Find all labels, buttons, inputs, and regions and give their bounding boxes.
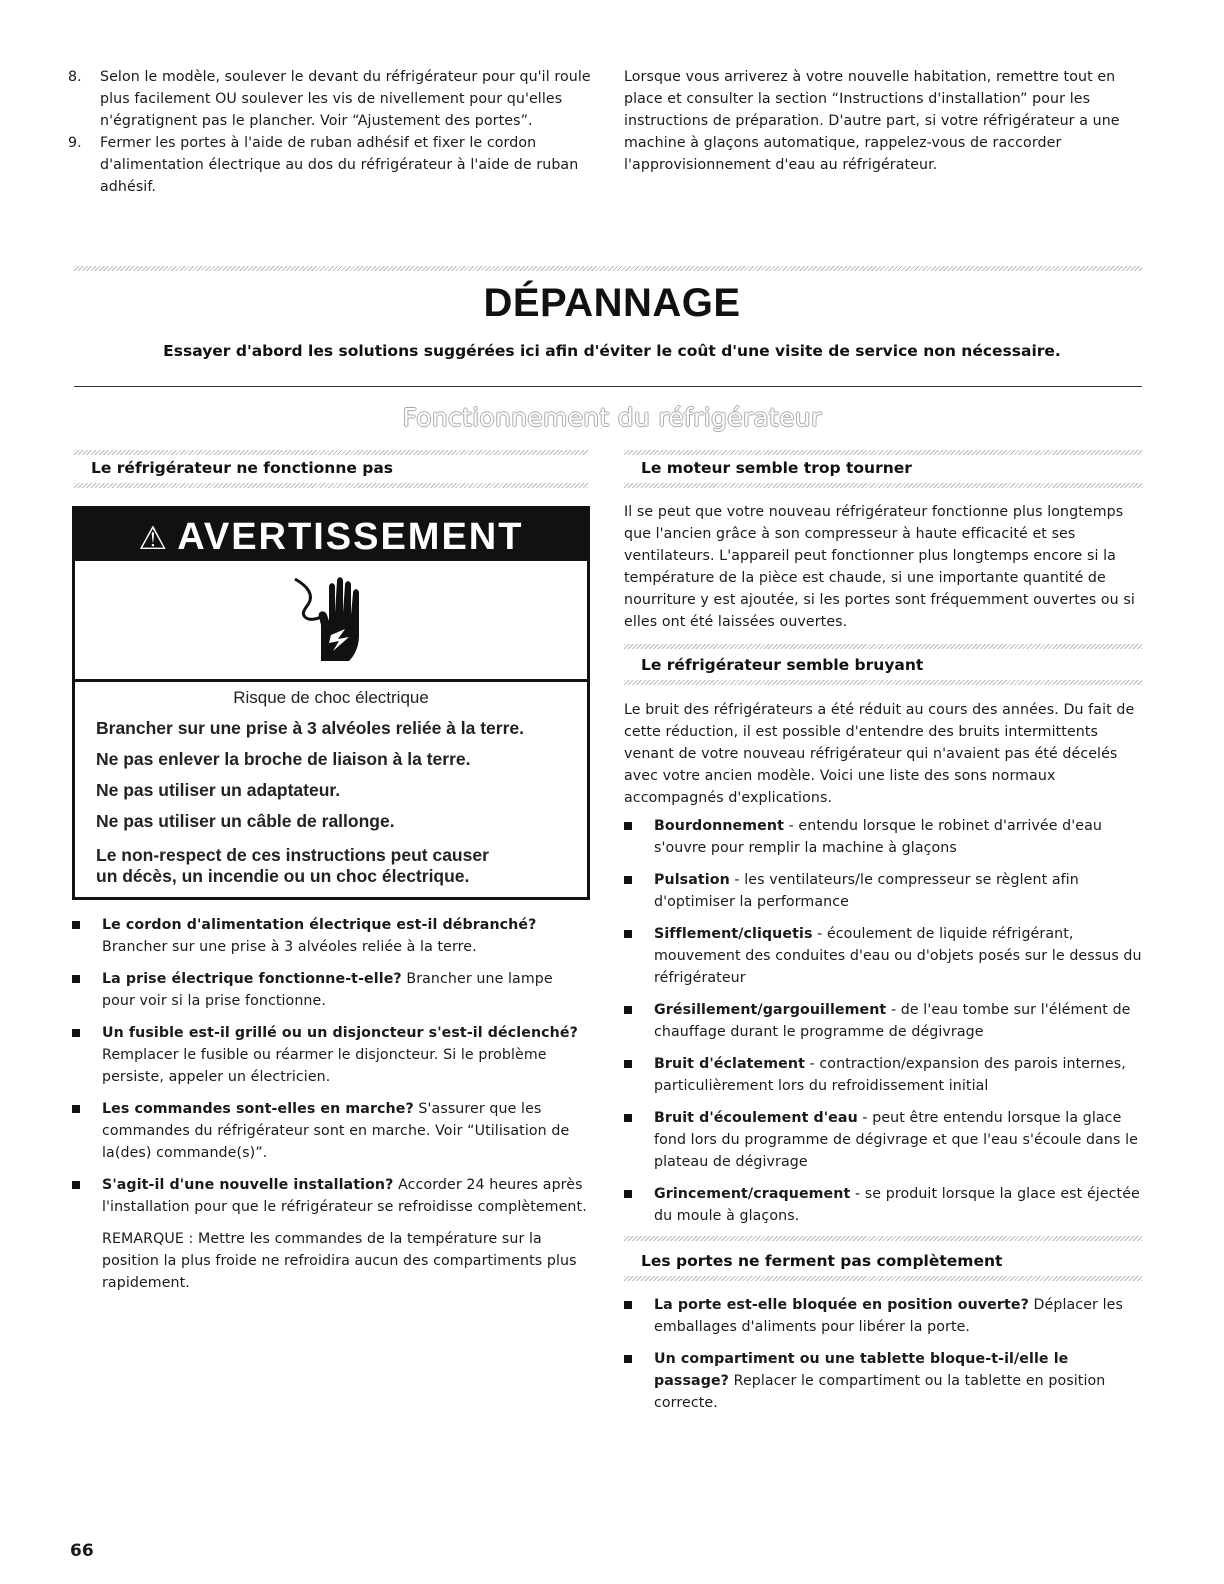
warning-line: Ne pas enlever la broche de liaison à la terre. [96, 749, 471, 769]
list-item [620, 1107, 1142, 1173]
item-question: S'agit-il d'une nouvelle installation? [102, 1177, 394, 1193]
heading-noisy: Le réfrigérateur semble bruyant [641, 656, 924, 674]
item-answer: Remplacer le fusible ou réarmer le disjoncteur. Si le problème persiste, appeler un électricien. [102, 1047, 547, 1085]
step-number: 8. [68, 69, 82, 85]
doors-checklist [620, 1294, 1142, 1424]
noise-paragraph: Le bruit des réfrigérateurs a été réduit au cours des années. Du fait de cette réduction, il est possible d'entendre des bruits intermittents venant de votre nouveau réfrigérateur qui n'avaient pas été décelés avec votre ancien modèle. Voici une liste des sons normaux accompagnés d'explications. [624, 702, 1135, 806]
sound-explanation: - écoulement de liquide réfrigérant, mouvement des conduites d'eau ou d'objets posés sur le dessus du réfrigérateur [654, 926, 1142, 986]
list-item [620, 1348, 1142, 1414]
step-text: Selon le modèle, soulever le devant du réfrigérateur pour qu'il roule plus facilement OU soulever les vis de nivellement pour qu'elles n'égratignent pas le plancher. Voir “Ajustement des portes”. [100, 69, 591, 129]
divider [74, 483, 588, 488]
item-question: Un compartiment ou une tablette bloque-t-il/elle le passage? [654, 1351, 1069, 1389]
item-answer: Déplacer les emballages d'aliments pour libérer la porte. [654, 1297, 1123, 1335]
warning-line: Ne pas utiliser un câble de rallonge. [96, 811, 395, 831]
page-number: 66 [70, 1541, 94, 1561]
item-question: Un fusible est-il grillé ou un disjoncteur s'est-il déclenché? [102, 1025, 578, 1041]
list-item [68, 1174, 590, 1218]
warning-icon-area [75, 561, 587, 682]
item-answer: Brancher une lampe pour voir si la prise fonctionne. [102, 971, 553, 1009]
heading-not-working: Le réfrigérateur ne fonctionne pas [91, 459, 394, 477]
page-subtitle: Essayer d'abord les solutions suggérées ici afin d'éviter le coût d'une visite de service non nécessaire. [163, 342, 1061, 360]
sound-explanation: - contraction/expansion des parois internes, particulièrement lors du refroidissement initial [654, 1056, 1126, 1094]
sound-explanation: - se produit lorsque la glace est éjectée du moule à glaçons. [654, 1186, 1140, 1224]
warning-box [72, 506, 590, 900]
moving-steps-list [68, 66, 593, 198]
divider [624, 1276, 1142, 1281]
divider [74, 266, 1142, 271]
list-item [620, 923, 1142, 989]
warning-consequence: un décès, un incendie ou un choc électrique. [96, 866, 470, 886]
remark: REMARQUE : Mettre les commandes de la température sur la position la plus froide ne refroidira aucun des compartiments plus rapidement. [102, 1231, 577, 1291]
noise-list [620, 815, 1142, 1237]
item-question: La porte est-elle bloquée en position ouverte? [654, 1297, 1029, 1313]
step-text: Fermer les portes à l'aide de ruban adhésif et fixer le cordon d'alimentation électrique au dos du réfrigérateur à l'aide de ruban adhésif. [100, 135, 579, 195]
warning-title: Risque de choc électrique [233, 688, 429, 707]
item-question: Les commandes sont-elles en marche? [102, 1101, 414, 1117]
divider [74, 386, 1142, 387]
warning-consequence: Le non-respect de ces instructions peut causer [96, 845, 489, 865]
step-9 [68, 132, 593, 198]
sound-name: Sifflement/cliquetis [654, 926, 813, 942]
item-answer: S'assurer que les commandes du réfrigérateur sont en marche. Voir “Utilisation de la(des) commande(s)”. [102, 1101, 570, 1161]
step-8 [68, 66, 593, 132]
divider [74, 450, 588, 455]
divider [624, 1236, 1142, 1241]
divider [624, 680, 1142, 685]
list-item [68, 1022, 590, 1088]
list-item [620, 1183, 1142, 1227]
sound-name: Bruit d'écoulement d'eau [654, 1110, 858, 1126]
item-question: Le cordon d'alimentation électrique est-il débranché? [102, 917, 537, 933]
sound-explanation: - peut être entendu lorsque la glace fond lors du programme de dégivrage et que l'eau s'écoule dans le plateau de dégivrage [654, 1110, 1138, 1170]
item-question: La prise électrique fonctionne-t-elle? [102, 971, 402, 987]
list-item [620, 1053, 1142, 1097]
sound-name: Grésillement/gargouillement [654, 1002, 887, 1018]
electric-shock-hand-icon [291, 573, 371, 669]
heading-motor: Le moteur semble trop tourner [641, 459, 912, 477]
motor-paragraph: Il se peut que votre nouveau réfrigérateur fonctionne plus longtemps que l'ancien grâce à son compresseur à haute efficacité et ses ventilateurs. L'appareil peut fonctionner plus longtemps encore si la température de la pièce est chaude, si une importante quantité de nourriture y est ajoutée, si les portes sont fréquemment ouvertes ou si elles ont été laissées ouvertes. [624, 504, 1135, 630]
sound-explanation: - entendu lorsque le robinet d'arrivée d'eau s'ouvre pour remplir la machine à glaçons [654, 818, 1102, 856]
arrival-paragraph: Lorsque vous arriverez à votre nouvelle habitation, remettre tout en place et consulter la section “Instructions d'installation” pour les instructions de préparation. D'autre part, si votre réfrigérateur a une machine à glaçons automatique, rappelez-vous de raccorder l'approvisionnement d'eau au réfrigérateur. [624, 69, 1120, 173]
list-item [68, 914, 590, 958]
list-item [68, 1098, 590, 1164]
not-working-checklist [68, 914, 590, 1294]
sound-name: Grincement/craquement [654, 1186, 851, 1202]
list-item [68, 968, 590, 1012]
divider [624, 644, 1142, 649]
list-item [620, 999, 1142, 1043]
divider [624, 483, 1142, 488]
warning-triangle-icon: ⚠ [138, 520, 170, 556]
item-answer: Replacer le compartiment ou la tablette en position correcte. [654, 1373, 1106, 1411]
warning-line: Brancher sur une prise à 3 alvéoles reliée à la terre. [96, 718, 525, 738]
section-title: Fonctionnement du réfrigérateur [402, 403, 822, 432]
item-answer: Accorder 24 heures après l'installation pour que le réfrigérateur se refroidisse complètement. [102, 1177, 587, 1215]
list-item [620, 869, 1142, 913]
list-item [620, 815, 1142, 859]
warning-banner [75, 509, 587, 561]
heading-doors: Les portes ne ferment pas complètement [641, 1252, 1003, 1270]
sound-explanation: - de l'eau tombe sur l'élément de chauffage durant le programme de dégivrage [654, 1002, 1131, 1040]
step-number: 9. [68, 135, 82, 151]
warning-banner-label: AVERTISSEMENT [177, 516, 524, 558]
warning-text [75, 682, 587, 887]
sound-name: Pulsation [654, 872, 730, 888]
item-answer: Brancher sur une prise à 3 alvéoles reliée à la terre. [102, 939, 477, 955]
warning-line: Ne pas utiliser un adaptateur. [96, 780, 341, 800]
page-title: DÉPANNAGE [483, 281, 741, 325]
sound-explanation: - les ventilateurs/le compresseur se règlent afin d'optimiser la performance [654, 872, 1079, 910]
sound-name: Bourdonnement [654, 818, 784, 834]
sound-name: Bruit d'éclatement [654, 1056, 805, 1072]
divider [624, 450, 1142, 455]
list-item [620, 1294, 1142, 1338]
